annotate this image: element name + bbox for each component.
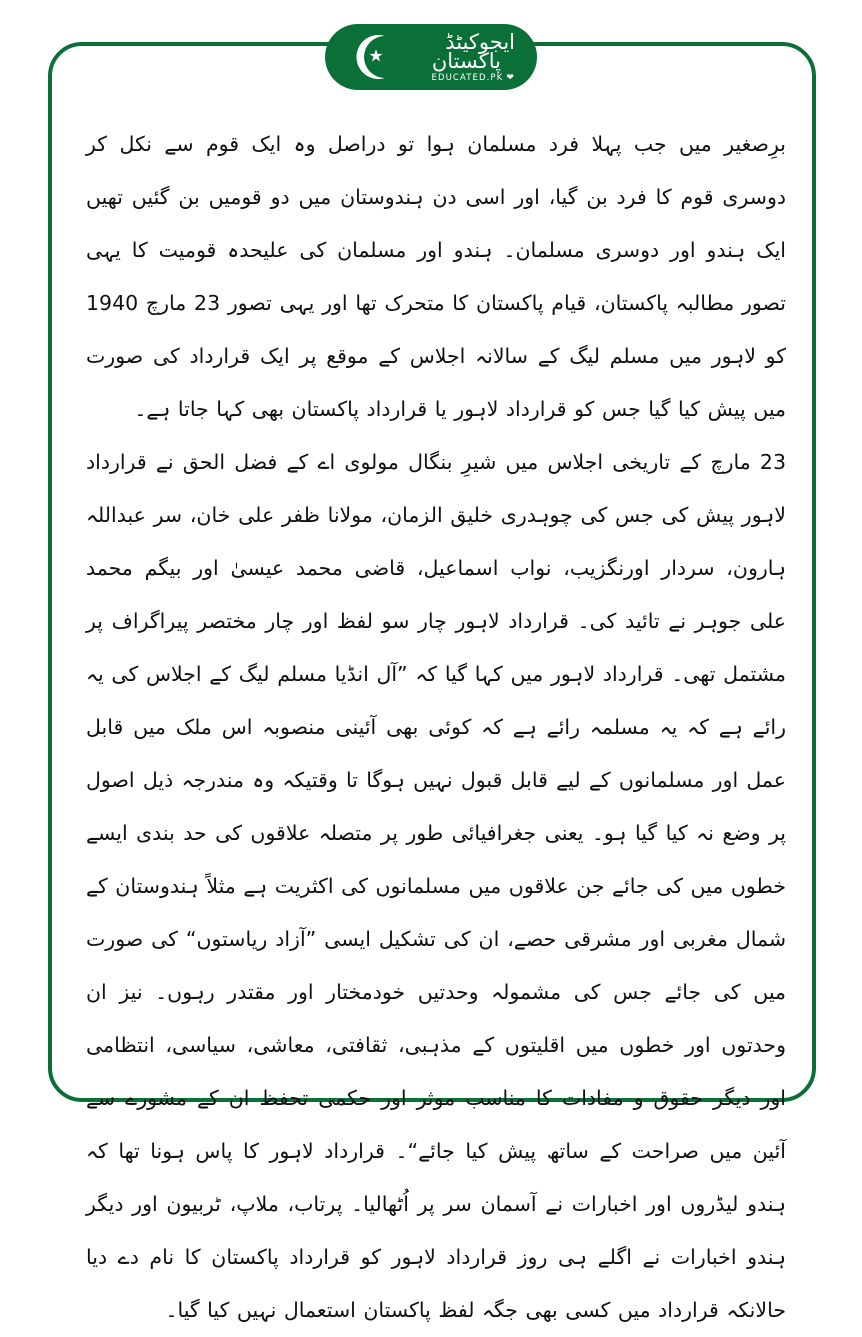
- logo-tagline: [432, 73, 516, 83]
- paragraph-2: 23 مارچ کے تاریخی اجلاس میں شیرِ بنگال مولوی اے کے فضل الحق نے قرارداد لاہور پیش کی جس کی چوہدری خلیق الزمان، مولانا ظفر علی خان، سر عبداللہ ہارون، سردار اورنگزیب، نواب اسماعیل، قاضی محمد عیسیٰ اور بیگم محمد علی جوہر نے تائید کی۔ قرارداد لاہور چار سو لفظ اور چار مختصر پیراگراف پر مشتمل تھی۔ قرارداد لاہور میں کہا گیا کہ ”آل انڈیا مسلم لیگ کے اجلاس کی یہ رائے ہے کہ یہ مسلمہ رائے ہے کہ کوئی بھی آئینی منصوبہ اس ملک میں قابل عمل اور مسلمانوں کے لیے قابل قبول نہیں ہوگا تا وقتیکہ وہ مندرجہ ذیل اصول پر وضع نہ کیا گیا ہو۔ یعنی جغرافیائی طور پر متصلہ علاقوں کی حد بندی ایسے خطوں میں کی جائے جن علاقوں میں مسلمانوں کی اکثریت ہے مثلاً ہندوستان کے شمال مغربی اور مشرقی حصے، ان کی تشکیل ایسی ”آزاد ریاستوں“ کی صورت میں کی جائے جس کی مشمولہ وحدتیں خودمختار اور مقتدر رہوں۔ نیز ان وحدتوں اور خطوں میں اقلیتوں کے مذہبی، ثقافتی، معاشی، سیاسی، انتظامی اور دیگر حقوق و مفادات کا مناسب موثر اور حکمی تحفظ ان کے مشورے سے آئین میں صراحت کے ساتھ پیش کیا جائے“۔ قرارداد لاہور کا پاس ہونا تھا کہ ہندو لیڈروں اور اخبارات نے آسمان سر پر اُٹھالیا۔ پرتاب، ملاپ، ٹربیون اور دیگر ہندو اخبارات نے اگلے ہی روز قرارداد لاہور کو قرارداد پاکستان کا نام دے دیا حالانکہ قرارداد میں کسی بھی جگہ لفظ پاکستان استعمال نہیں کیا گیا۔: [86, 450, 786, 1322]
- logo-wordmark: [389, 31, 517, 83]
- logo-urdu-line-1: ایجوکیٹڈ: [445, 29, 515, 54]
- heart-icon: ❤: [506, 72, 515, 83]
- logo-urdu-line-2: پاکستان: [431, 49, 501, 73]
- article-body: [86, 118, 786, 1337]
- paragraph-1: برِصغیر میں جب پہلا فرد مسلمان ہوا تو دراصل وہ ایک قوم سے نکل کر دوسری قوم کا فرد بن گیا، اور اسی دن ہندوستان میں دو قومیں بن گئیں تھیں ایک ہندو اور دوسری مسلمان۔ ہندو اور مسلمان کی علیحدہ قومیت کا یہی تصور مطالبہ پاکستان، قیام پاکستان کا متحرک تھا اور یہی تصور 23 مارچ 1940 کو لاہور میں مسلم لیگ کے سالانہ اجلاس کے موقع پر ایک قرارداد کی صورت میں پیش کیا گیا جس کو قرارداد لاہور یا قرارداد پاکستان بھی کہا جاتا ہے۔: [86, 132, 786, 421]
- logo-inner: [345, 31, 517, 83]
- logo-tagline-text: EDUCATED.PK: [431, 73, 504, 84]
- educated-pk-logo[interactable]: [325, 24, 537, 90]
